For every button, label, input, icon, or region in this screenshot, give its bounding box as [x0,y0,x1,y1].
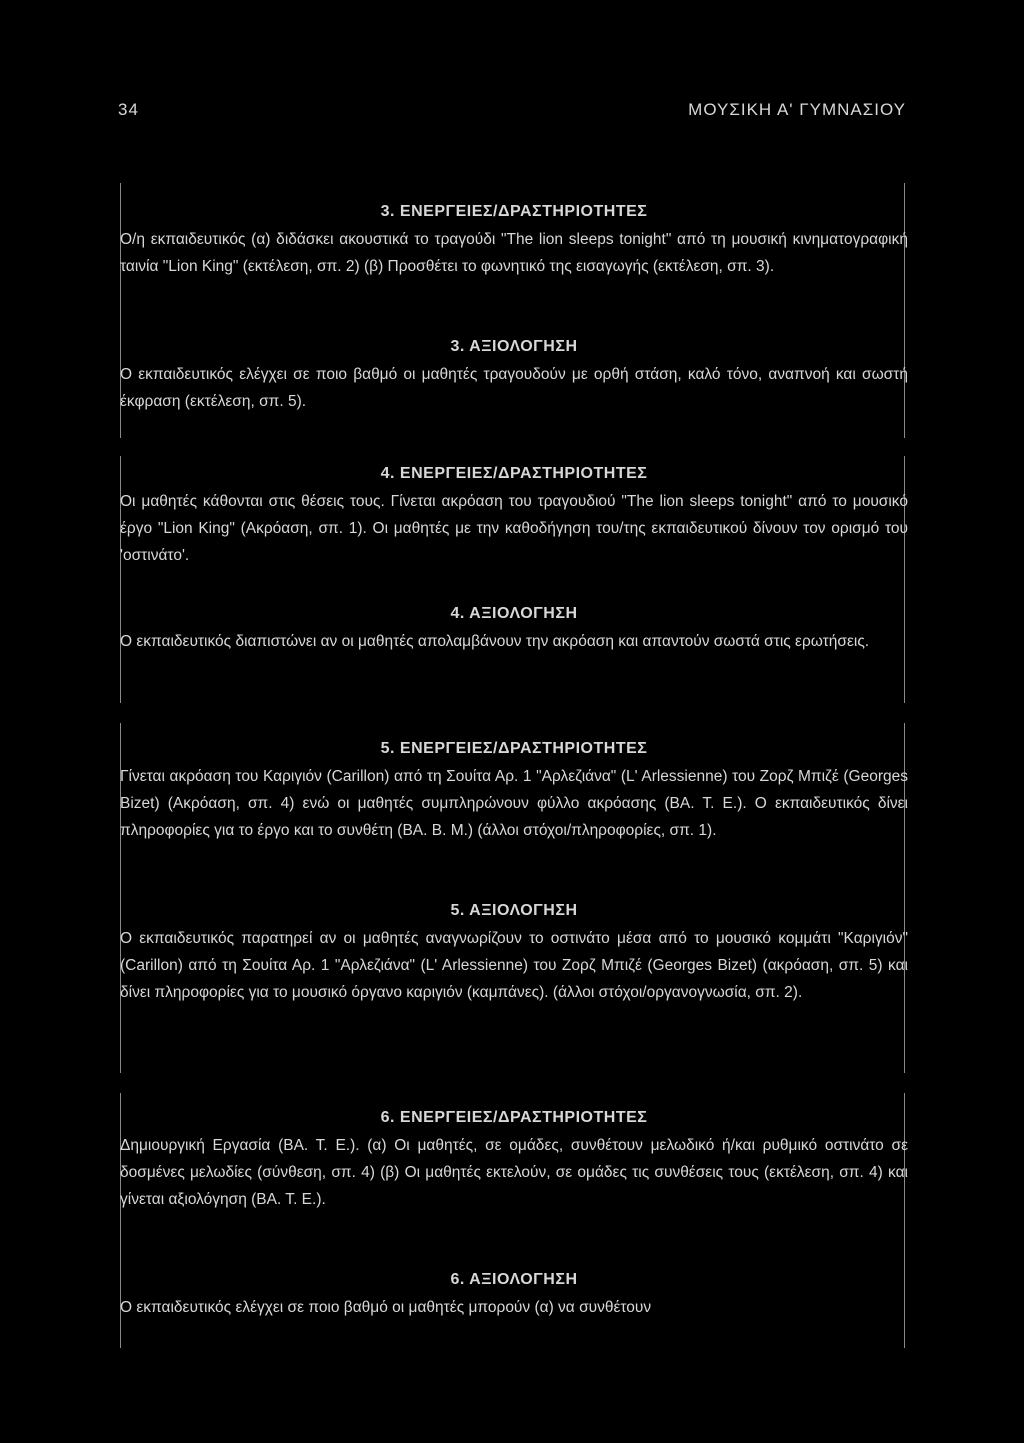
page-header [118,100,906,124]
section-6-evaluation [120,1266,908,1321]
section-5-activities [120,735,908,844]
section-text: Δημιουργική Εργασία (ΒΑ. Τ. Ε.). (α) Οι μαθητές, σε ομάδες, συνθέτουν μελωδικό ή/και ρυθμικό οστινάτο σε δοσμένες μελωδίες (σύνθεση, σπ. 4) (β) Οι μαθητές εκτελούν, σε ομάδες τις συνθέσεις τους (εκτέλεση, σπ. 4) και γίνεται αξιολόγηση (ΒΑ. Τ. Ε.). [120,1137,908,1208]
section-text: Οι μαθητές κάθονται στις θέσεις τους. Γίνεται ακρόαση του τραγουδιού "The lion sleeps tonight" από το μουσικό έργο "Lion King" (Ακρόαση, σπ. 1). Οι μαθητές με την καθοδήγηση του/της εκπαιδευτικού δίνουν τον ορισμό του 'οστινάτο'. [120,493,908,564]
section-heading: 4. ΑΞΙΟΛΟΓΗΣΗ [450,605,578,622]
section-3-activities [120,198,908,280]
section-heading: 3. ΑΞΙΟΛΟΓΗΣΗ [450,338,578,355]
running-title: ΜΟΥΣΙΚΗ Α' ΓΥΜΝΑΣΙΟΥ [688,100,906,119]
section-heading: 6. ΕΝΕΡΓΕΙΕΣ/ΔΡΑΣΤΗΡΙΟΤΗΤΕΣ [380,1109,648,1126]
section-text: Ο/η εκπαιδευτικός (α) διδάσκει ακουστικά το τραγούδι "The lion sleeps tonight" από τη μουσική κινηματογραφική ταινία "Lion King" (εκτέλεση, σπ. 2) (β) Προσθέτει το φωνητικό της εισαγωγής (εκτέλεση, σπ. 3). [120,231,908,275]
section-heading: 3. ΕΝΕΡΓΕΙΕΣ/ΔΡΑΣΤΗΡΙΟΤΗΤΕΣ [380,203,648,220]
section-text: Ο εκπαιδευτικός ελέγχει σε ποιο βαθμό οι μαθητές μπορούν (α) να συνθέτουν [120,1299,652,1316]
section-text: Ο εκπαιδευτικός διαπιστώνει αν οι μαθητές απολαμβάνουν την ακρόαση και απαντούν σωστά στις ερωτήσεις. [120,633,870,650]
section-heading: 6. ΑΞΙΟΛΟΓΗΣΗ [450,1271,578,1288]
section-5-evaluation [120,897,908,1006]
section-text: Ο εκπαιδευτικός ελέγχει σε ποιο βαθμό οι μαθητές τραγουδούν με ορθή στάση, καλό τόνο, αναπνοή και σωστή έκφραση (εκτέλεση, σπ. 5). [120,366,908,410]
section-heading: 5. ΕΝΕΡΓΕΙΕΣ/ΔΡΑΣΤΗΡΙΟΤΗΤΕΣ [380,740,648,757]
section-6-activities [120,1104,908,1213]
section-4-evaluation [120,600,908,655]
section-text: Ο εκπαιδευτικός παρατηρεί αν οι μαθητές αναγνωρίζουν το οστινάτο μέσα από το μουσικό κομμάτι "Καριγιόν" (Carillon) από τη Σουίτα Αρ. 1 "Αρλεζιάνα" (L' Arlessienne) του Ζορζ Μπιζέ (Georges Bizet) (ακρόαση, σπ. 5) και δίνει πληροφορίες για το μουσικό όργανο καριγιόν (καμπάνες). (άλλοι στόχοι/οργανογνωσία, σπ. 2). [120,930,908,1001]
section-heading: 5. ΑΞΙΟΛΟΓΗΣΗ [450,902,578,919]
section-heading: 4. ΕΝΕΡΓΕΙΕΣ/ΔΡΑΣΤΗΡΙΟΤΗΤΕΣ [380,465,648,482]
section-3-evaluation [120,333,908,415]
section-4-activities [120,460,908,569]
page-number: 34 [118,100,139,119]
section-text: Γίνεται ακρόαση του Καριγιόν (Carillon) από τη Σουίτα Αρ. 1 "Αρλεζιάνα" (L' Arlessienne) του Ζορζ Μπιζέ (Georges Bizet) (Ακρόαση, σπ. 4) ενώ οι μαθητές συμπληρώνουν φύλλο ακρόασης (ΒΑ. Τ. Ε.). Ο εκπαιδευτικός δίνει πληροφορίες για το έργο και το συνθέτη (ΒΑ. Β. Μ.) (άλλοι στόχοι/πληροφορίες, σπ. 1). [120,768,908,839]
